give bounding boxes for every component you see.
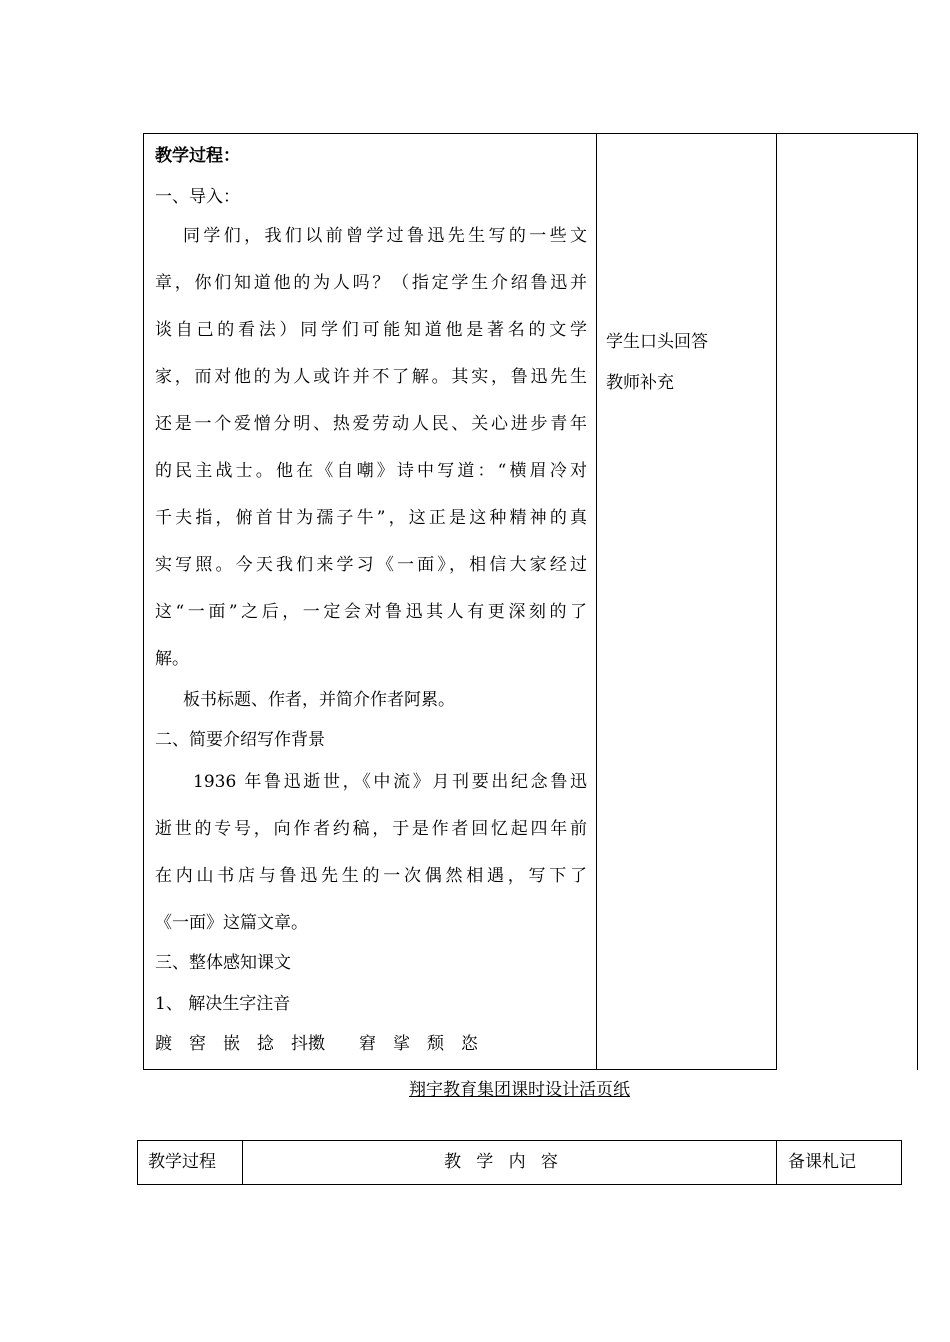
board-note: 板书标题、作者，并简介作者阿累。 — [183, 690, 455, 710]
background-line: 逝世的专号，向作者约稿，于是作者回忆起四年前 — [155, 819, 587, 839]
section-heading: 教学过程： — [155, 146, 240, 166]
table-border-top — [143, 133, 918, 134]
activity-line: 学生口头回答 — [606, 332, 708, 352]
table-border-right — [917, 133, 918, 1070]
table-border-left — [143, 133, 144, 1070]
header-teaching-content: 教学内容 — [444, 1152, 574, 1172]
intro-line: 章，你们知道他的为人吗？（指定学生介绍鲁迅并 — [155, 273, 587, 293]
character-list: 踱 窖 嵌 捻 抖擞 窘 挲 颓 恣 — [155, 1034, 478, 1054]
activity-line: 教师补充 — [606, 373, 674, 393]
intro-line: 谈自己的看法）同学们可能知道他是著名的文学 — [155, 320, 587, 340]
intro-line: 同学们，我们以前曾学过鲁迅先生写的一些文 — [183, 226, 587, 246]
worksheet-title: 翔宇教育集团课时设计活页纸 — [409, 1080, 630, 1100]
lesson-table — [143, 133, 918, 1070]
column-divider — [776, 133, 777, 1070]
column-divider — [242, 1141, 243, 1184]
header-table — [137, 1140, 902, 1185]
intro-heading: 一、导入： — [155, 187, 240, 207]
column-divider — [596, 133, 597, 1070]
background-heading: 二、简要介绍写作背景 — [155, 730, 325, 750]
header-lesson-notes: 备课札记 — [788, 1152, 856, 1172]
background-line: 在内山书店与鲁迅先生的一次偶然相遇，写下了 — [155, 866, 587, 886]
background-line: 1936 年鲁迅逝世，《中流》月刊要出纪念鲁迅 — [193, 772, 587, 792]
intro-line: 这“一面”之后，一定会对鲁迅其人有更深刻的了 — [155, 602, 587, 622]
header-teaching-process: 教学过程 — [148, 1152, 216, 1172]
intro-line: 家，而对他的为人或许并不了解。其实，鲁迅先生 — [155, 367, 587, 387]
intro-line: 实写照。今天我们来学习《一面》，相信大家经过 — [155, 555, 587, 575]
intro-line: 千夫指，俯首甘为孺子牛”，这正是这种精神的真 — [155, 508, 587, 528]
background-line: 《一面》这篇文章。 — [155, 913, 308, 933]
intro-line: 的民主战士。他在《自嘲》诗中写道：“横眉冷对 — [155, 461, 587, 481]
overview-heading: 三、整体感知课文 — [155, 953, 291, 973]
intro-line: 解。 — [155, 649, 189, 669]
table-border-bottom — [143, 1069, 776, 1070]
intro-line: 还是一个爱憎分明、热爱劳动人民、关心进步青年 — [155, 414, 587, 434]
overview-step: 1、 解决生字注音 — [155, 994, 291, 1014]
column-divider — [776, 1141, 777, 1184]
